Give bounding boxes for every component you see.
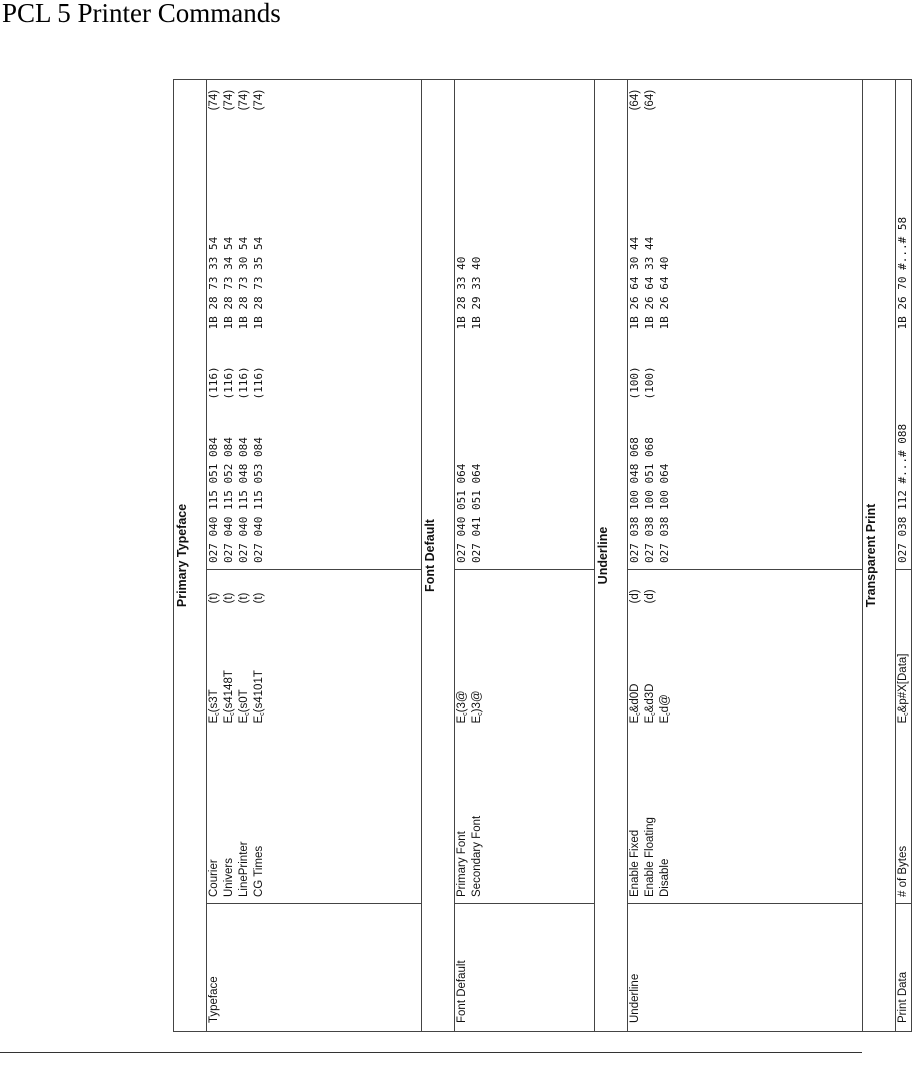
item-name: CG Times xyxy=(253,845,265,897)
escape-command xyxy=(628,604,643,724)
hex-parameter-cell xyxy=(207,79,422,169)
section-data-row xyxy=(896,79,912,1031)
escape-command-cell xyxy=(207,604,422,724)
command-parameter xyxy=(455,570,470,604)
command-parameter-cell xyxy=(896,570,912,604)
escape-command xyxy=(237,604,252,724)
decimal-codes-cell xyxy=(207,400,422,570)
escape-subscript: c xyxy=(229,712,236,716)
command-parameter: (t) xyxy=(223,592,235,604)
section-heading: Font Default xyxy=(422,79,455,1031)
escape-command-cell xyxy=(628,604,863,724)
hex-parameter-cell xyxy=(896,79,912,169)
hex-parameter: (74) xyxy=(223,89,235,111)
hex-parameter-cell xyxy=(455,79,595,169)
hex-codes-cell xyxy=(628,170,863,340)
item-name: # of Bytes xyxy=(897,845,909,897)
item-name-cell xyxy=(207,724,422,904)
item-name-cell xyxy=(896,724,912,904)
decimal-parameter-cell xyxy=(455,340,595,400)
command-parameter: (t) xyxy=(238,592,250,604)
escape-command xyxy=(207,604,222,724)
hex-parameter xyxy=(896,90,911,170)
category-label: Underline xyxy=(629,973,641,1023)
hex-parameter: (74) xyxy=(253,89,265,111)
decimal-codes-cell xyxy=(455,400,595,570)
escape-symbol: E xyxy=(659,715,671,724)
decimal-parameter-cell xyxy=(628,340,863,400)
hex-codes-cell xyxy=(207,170,422,340)
section-data-row xyxy=(207,79,422,1031)
escape-symbol: E xyxy=(253,715,265,724)
decimal-parameter xyxy=(658,340,673,400)
item-name: Enable Floating xyxy=(644,817,656,897)
decimal-codes: 027 038 100 051 068 xyxy=(643,437,656,563)
escape-command xyxy=(222,604,237,724)
decimal-codes: 027 040 051 064 xyxy=(455,463,468,563)
command-parameter xyxy=(470,570,485,604)
hex-parameter: (74) xyxy=(208,89,220,111)
decimal-codes: 027 040 115 053 084 xyxy=(252,437,265,563)
escape-command xyxy=(455,604,470,724)
decimal-codes: 027 038 100 064 xyxy=(658,463,671,563)
hex-parameter xyxy=(658,90,673,170)
section-data-row xyxy=(628,79,863,1031)
escape-subscript: c xyxy=(635,712,642,716)
command-text: &d0D xyxy=(629,683,641,713)
escape-subscript: c xyxy=(462,712,469,716)
escape-subscript: c xyxy=(650,712,657,716)
hex-parameter-cell xyxy=(628,79,863,169)
hex-parameter xyxy=(455,90,470,170)
escape-symbol: E xyxy=(208,715,220,724)
command-parameter xyxy=(658,570,673,604)
decimal-parameter: (100) xyxy=(643,366,656,400)
escape-subscript: c xyxy=(214,712,221,716)
escape-subscript: c xyxy=(477,712,484,716)
command-parameter: (t) xyxy=(253,592,265,604)
section-header-row xyxy=(863,79,896,1031)
item-name: Enable Fixed xyxy=(629,829,641,897)
section-heading: Underline xyxy=(595,79,628,1031)
decimal-codes: 027 040 115 052 084 xyxy=(222,437,235,563)
escape-symbol: E xyxy=(629,715,641,724)
hex-codes: 1B 28 33 40 xyxy=(455,256,468,330)
escape-symbol: E xyxy=(223,715,235,724)
command-text: (s3T xyxy=(208,689,220,713)
hex-codes: 1B 26 64 30 44 xyxy=(628,236,641,330)
decimal-parameter: (100) xyxy=(628,366,641,400)
decimal-parameter xyxy=(896,340,911,400)
hex-codes: 1B 28 73 33 54 xyxy=(207,236,220,330)
hex-parameter: (64) xyxy=(629,89,641,111)
hex-codes-cell xyxy=(896,170,912,340)
command-text: d@ xyxy=(659,694,671,713)
command-text: (3@ xyxy=(456,690,468,713)
category-cell xyxy=(628,904,863,1032)
command-parameter-cell xyxy=(455,570,595,604)
item-name: Univers xyxy=(223,858,235,897)
section-data-row xyxy=(455,79,595,1031)
decimal-codes-cell xyxy=(628,400,863,570)
decimal-codes: 027 038 112 #...# 088 xyxy=(896,423,909,563)
decimal-codes: 027 038 100 048 068 xyxy=(628,437,641,563)
command-parameter: (d) xyxy=(644,589,656,604)
escape-symbol: E xyxy=(897,715,909,724)
decimal-parameter-cell xyxy=(896,340,912,400)
decimal-parameter: (116) xyxy=(222,366,235,400)
hex-codes: 1B 29 33 40 xyxy=(470,256,483,330)
rotated-table-container xyxy=(173,80,910,1032)
decimal-parameter: (116) xyxy=(237,366,250,400)
item-name: Primary Font xyxy=(456,831,468,897)
escape-command xyxy=(643,604,658,724)
hex-codes: 1B 28 73 30 54 xyxy=(237,236,250,330)
decimal-parameter xyxy=(470,340,485,400)
page-title: PCL 5 Printer Commands xyxy=(2,0,281,28)
escape-command-cell xyxy=(455,604,595,724)
item-name-cell xyxy=(455,724,595,904)
hex-parameter: (64) xyxy=(644,89,656,111)
command-text: &p#X[Data] xyxy=(897,653,909,713)
item-name-cell xyxy=(628,724,863,904)
category-label: Typeface xyxy=(208,976,220,1023)
escape-subscript: c xyxy=(259,712,266,716)
hex-parameter xyxy=(470,90,485,170)
category-label: Print Data xyxy=(897,971,909,1023)
table-body xyxy=(174,79,912,1031)
decimal-codes: 027 040 115 048 084 xyxy=(237,437,250,563)
decimal-codes: 027 040 115 051 084 xyxy=(207,437,220,563)
category-label: Font Default xyxy=(456,960,468,1023)
item-name: Courier xyxy=(208,859,220,897)
escape-command-cell xyxy=(896,604,912,724)
decimal-parameter: (116) xyxy=(252,366,265,400)
escape-subscript: c xyxy=(665,712,672,716)
command-parameter: (t) xyxy=(208,592,220,604)
command-text: (s0T xyxy=(238,689,250,713)
section-header-row xyxy=(174,79,207,1031)
hex-codes: 1B 26 64 33 44 xyxy=(643,236,656,330)
section-header-row xyxy=(422,79,455,1031)
command-text: (s4101T xyxy=(253,670,265,713)
section-heading: Primary Typeface xyxy=(174,79,207,1031)
command-parameter xyxy=(896,570,911,604)
escape-symbol: E xyxy=(238,715,250,724)
decimal-parameter: (116) xyxy=(207,366,220,400)
hex-codes: 1B 26 64 40 xyxy=(658,256,671,330)
decimal-parameter xyxy=(455,340,470,400)
item-name: Secondary Font xyxy=(471,815,483,897)
decimal-codes: 027 041 051 064 xyxy=(470,463,483,563)
hex-codes: 1B 26 70 #...# 58 xyxy=(896,216,909,330)
command-parameter: (d) xyxy=(629,589,641,604)
footer-rule xyxy=(0,1052,862,1053)
escape-subscript: c xyxy=(244,712,251,716)
command-parameter-cell xyxy=(628,570,863,604)
decimal-parameter-cell xyxy=(207,340,422,400)
escape-command xyxy=(470,604,485,724)
hex-codes: 1B 28 73 34 54 xyxy=(222,236,235,330)
escape-symbol: E xyxy=(471,715,483,724)
decimal-codes-cell xyxy=(896,400,912,570)
section-heading: Transparent Print xyxy=(863,79,896,1031)
escape-symbol: E xyxy=(456,715,468,724)
hex-codes-cell xyxy=(455,170,595,340)
command-text: (s4148T xyxy=(223,670,235,713)
escape-command xyxy=(896,604,911,724)
escape-subscript: c xyxy=(903,712,910,716)
section-header-row xyxy=(595,79,628,1031)
category-cell xyxy=(896,904,912,1032)
command-text: )3@ xyxy=(471,690,483,713)
hex-parameter: (74) xyxy=(238,89,250,111)
item-name: LinePrinter xyxy=(238,841,250,897)
pcl-commands-table xyxy=(173,79,912,1032)
escape-command xyxy=(658,604,673,724)
category-cell xyxy=(207,904,422,1032)
hex-codes: 1B 28 73 35 54 xyxy=(252,236,265,330)
escape-symbol: E xyxy=(644,715,656,724)
command-parameter-cell xyxy=(207,570,422,604)
command-text: &d3D xyxy=(644,683,656,713)
escape-command xyxy=(252,604,267,724)
item-name: Disable xyxy=(659,858,671,897)
category-cell xyxy=(455,904,595,1032)
